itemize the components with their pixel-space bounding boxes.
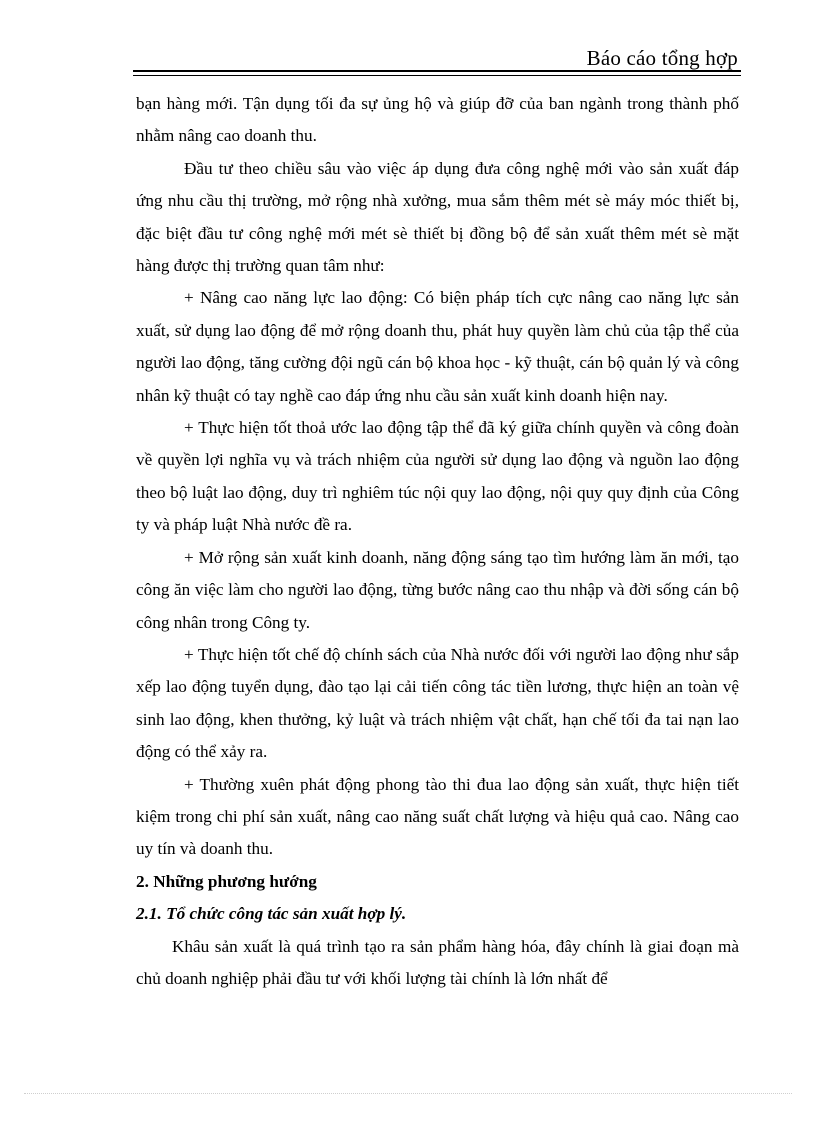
header-rule-thin	[133, 75, 741, 76]
paragraph-production: Khâu sản xuất là quá trình tạo ra sản phẩm hàng hóa, đây chính là giai đoạn mà chủ doanh nghiệp phải đầu tư với khối lượng tài chính là lớn nhất để	[136, 936, 739, 988]
subsection-heading: 2.1. Tổ chức công tác sản xuất hợp lý.	[136, 904, 407, 924]
paragraph-investment: Đầu tư theo chiều sâu vào việc áp dụng đưa công nghệ mới vào sản xuất đáp ứng nhu cầu thị trường, mở rộng nhà xưởng, mua sắm thêm mét sè máy móc thiết bị, đặc biệt đầu tư công nghệ mới mét sè thiết bị đồng bộ để sản xuất thêm mét sè mặt hàng được thị trường quan tâm như:	[136, 158, 739, 276]
paragraph-labor-agreement: + Thực hiện tốt thoả ước lao động tập thể đã ký giữa chính quyền và công đoàn về quyền lợi nghĩa vụ và trách nhiệm của người sử dụng lao động và nguồn lao động theo bộ luật lao động, duy trì nghiêm túc nội quy lao động, nội quy quy định của Công ty và pháp luật Nhà nước đề ra.	[136, 418, 739, 535]
paragraph-labor-capacity: + Nâng cao năng lực lao động: Có biện pháp tích cực nâng cao năng lực sản xuất, sử dụng lao động để mở rộng doanh thu, phát huy quyền làm chủ của tập thể của người lao động, tăng cường đội ngũ cán bộ khoa học - kỹ thuật, cán bộ quản lý và công nhân kỹ thuật có tay nghề cao đáp ứng nhu cầu sản xuất kinh doanh hiện nay.	[136, 288, 739, 405]
paragraph-expand-business: + Mở rộng sản xuất kinh doanh, năng động sáng tạo tìm hướng làm ăn mới, tạo công ăn việc làm cho người lao động, từng bước nâng cao thu nhập và đời sống cán bộ công nhân trong Công ty.	[136, 547, 739, 632]
paragraph-policy: + Thực hiện tốt chế độ chính sách của Nhà nước đối với người lao động như sắp xếp lao động tuyển dụng, đào tạo lại cải tiến công tác tiền lương, thực hiện an toàn vệ sinh lao động, khen thưởng, kỷ luật và trách nhiệm vật chất, hạn chế tối đa tai nạn lao động có thể xảy ra.	[136, 644, 739, 762]
header-title: Báo cáo tổng hợp	[586, 46, 738, 70]
paragraph-emulation: + Thường xuên phát động phong tào thi đua lao động sản xuất, thực hiện tiết kiệm trong chi phí sản xuất, nâng cao năng suất chất lượng và hiệu quả cao. Nâng cao uy tín và doanh thu.	[136, 774, 739, 859]
paragraph-continuation: bạn hàng mới. Tận dụng tối đa sự ủng hộ và giúp đỡ của ban ngành trong thành phố nhằm nâng cao doanh thu.	[136, 94, 739, 146]
document-body	[136, 88, 739, 995]
footer-dotted-rule	[24, 1093, 792, 1094]
section-heading: 2. Những phương hướng	[136, 871, 317, 891]
header-rule-thick	[133, 70, 741, 72]
